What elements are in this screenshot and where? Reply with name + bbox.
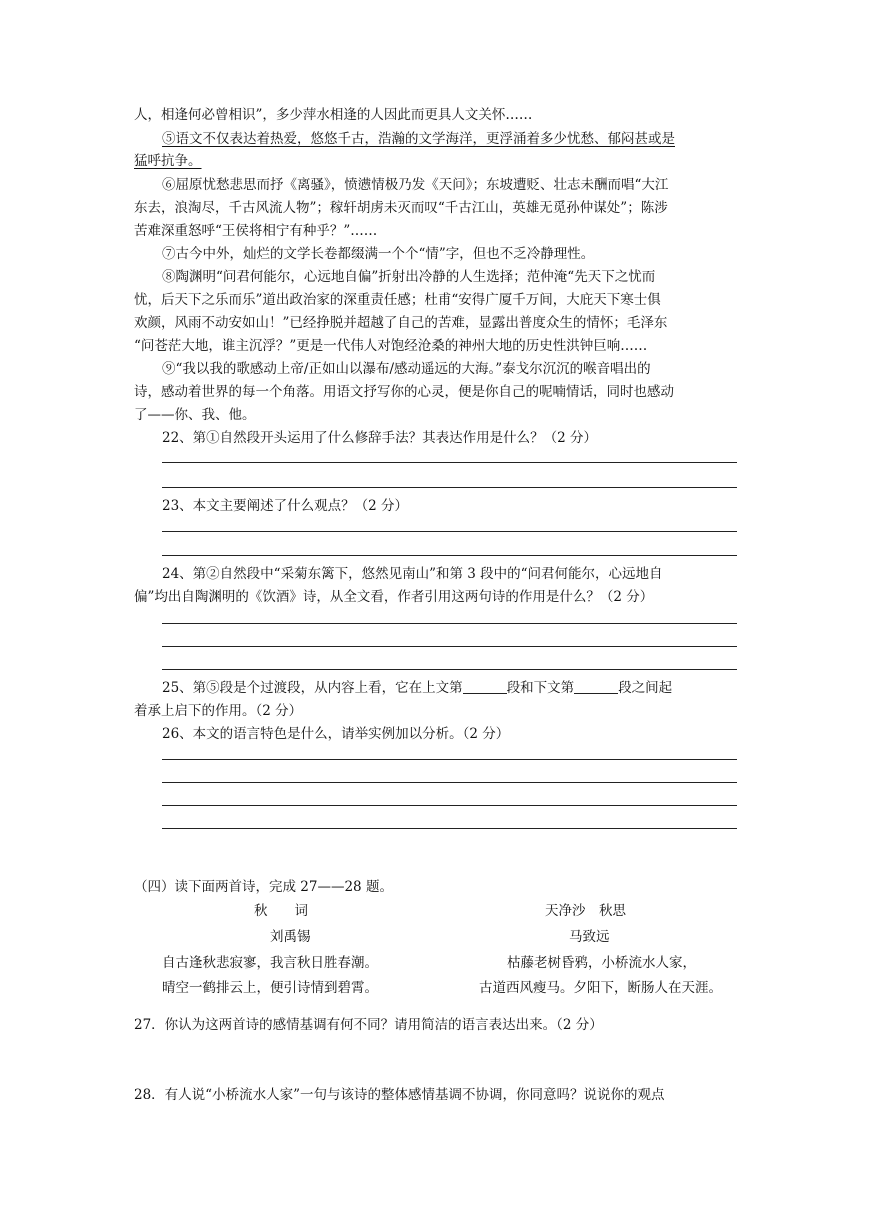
question-23: 23、本文主要阐述了什么观点？（2 分） [162,498,409,514]
question-25: 着承上启下的作用。（2 分） [134,703,303,719]
question-24: 24、第②自然段中“采菊东篱下，悠然见南山”和第 3 段中的“问君何能尔，心远地自 [162,566,663,582]
answer-line [162,669,737,670]
paragraph-8: “问苍茫大地，谁主沉浮？”更是一代伟人对饱经沧桑的神州大地的历史性洪钟巨响…… [134,338,648,354]
passage-line: 人，相逢何必曾相识”，多少萍水相逢的人因此而更具人文关怀…… [134,107,533,123]
poem-line: 古道西风瘦马。夕阳下，断肠人在天涯。 [479,980,722,996]
paragraph-6: ⑥屈原忧愁悲思而抒《离骚》，愤懑情极乃发《天问》；东坡遭贬、壮志未酬而唱“大江 [162,177,669,193]
poem-title: 秋 词 [254,903,308,919]
answer-line [162,646,737,647]
question-25-text: 段和下文第 [506,680,575,696]
poem-author: 刘禹锡 [270,929,311,945]
paragraph-6: 苦难深重怒呼“王侯将相宁有种乎？”…… [134,223,378,239]
poem-author: 马致远 [569,929,610,945]
answer-line [162,462,737,463]
paragraph-5-underlined: ⑤语文不仅表达着热爱，悠悠千古，浩瀚的文学海洋，更浮涌着多少忧愁、郁闷甚或是 [162,131,675,147]
paragraph-9: 了——你、我、他。 [134,407,256,423]
answer-line [162,828,737,829]
answer-line [162,759,737,760]
answer-line [162,555,737,556]
answer-line [162,487,737,488]
question-24: 偏”均出自陶渊明的《饮酒》诗，从全文看，作者引用这两句诗的作用是什么？（2 分） [134,589,654,605]
question-25-text: 25、第⑤段是个过渡段，从内容上看，它在上文第 [162,680,463,696]
paragraph-7: ⑦古今中外，灿烂的文学长卷都缀满一个个“情”字，但也不乏冷静理性。 [162,246,595,262]
poem-title: 天净沙 秋思 [545,903,626,919]
fill-blank[interactable] [463,679,507,694]
question-25 [162,677,672,699]
section-heading: （四）读下面两首诗，完成 27——28 题。 [134,879,393,895]
poem-line: 晴空一鹤排云上，便引诗情到碧霄。 [162,980,378,996]
paragraph-8: ⑧陶渊明“问君何能尔，心远地自偏”折射出冷静的人生选择；范仲淹“先天下之忧而 [162,269,656,285]
answer-line [162,531,737,532]
poem-line: 枯藤老树昏鸦，小桥流水人家， [507,955,696,971]
question-22: 22、第①自然段开头运用了什么修辞手法？其表达作用是什么？（2 分） [162,430,598,446]
paragraph-9: 诗，感动着世界的每一个角落。用语文抒写你的心灵，便是你自己的呢喃情话，同时也感动 [134,384,674,400]
paragraph-6: 东去，浪淘尽，千古风流人物”；稼轩胡虏未灭而叹“千古江山，英雄无觅孙仲谋处”；陈涉 [134,200,668,216]
poem-line: 自古逢秋悲寂寥，我言秋日胜春潮。 [162,955,378,971]
answer-line [162,623,737,624]
paragraph-8: 忧，后天下之乐而乐”道出政治家的深重责任感；杜甫“安得广厦千万间，大庇天下寒士俱 [134,292,661,308]
answer-line [162,805,737,806]
question-26: 26、本文的语言特色是什么，请举实例加以分析。（2 分） [162,726,510,742]
paragraph-8: 欢颜，风雨不动安如山！”已经挣脱并超越了自己的苦难，显露出普度众生的情怀；毛泽东 [134,315,668,331]
answer-line [162,782,737,783]
paragraph-5-underlined: 猛呼抗争。 [134,153,202,169]
question-25-text: 段之间起 [618,680,673,696]
paragraph-9: ⑨“我以我的歌感动上帝/正如山以瀑布/感动遥远的大海。”泰戈尔沉沉的喉音唱出的 [162,361,651,377]
question-27: 27．你认为这两首诗的感情基调有何不同？请用简洁的语言表达出来。（2 分） [134,1017,603,1033]
fill-blank[interactable] [574,679,618,694]
question-28: 28．有人说“小桥流水人家”一句与该诗的整体感情基调不协调，你同意吗？说说你的观点 [134,1087,665,1103]
